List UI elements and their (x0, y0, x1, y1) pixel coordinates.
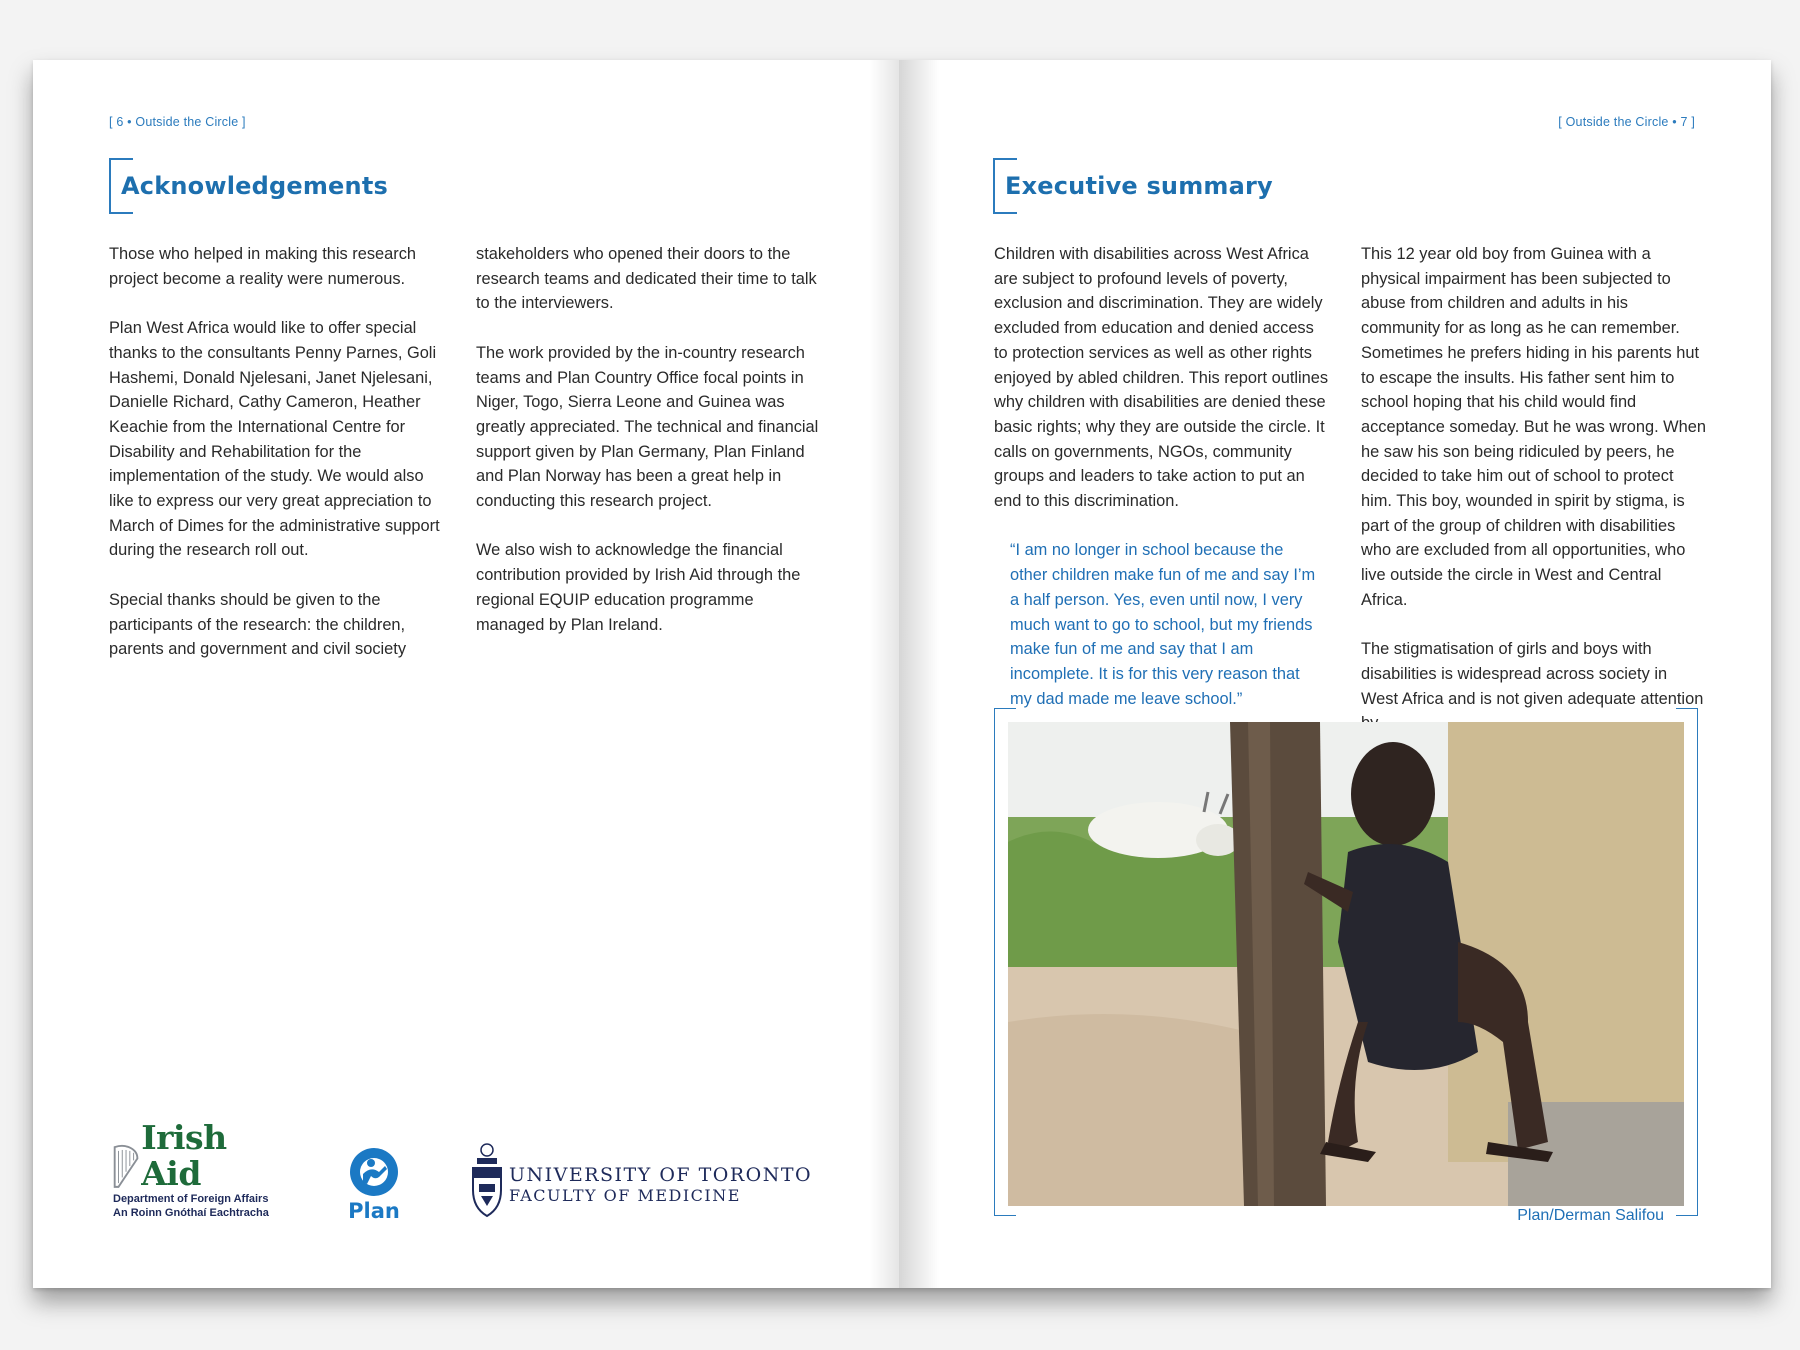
paragraph: This 12 year old boy from Guinea with a physical impairment has been subjected to abuse from children and adults in his community for as long as he can remember. Sometimes he prefers hiding in his parents hut to escape the insults. His father sent him to school hoping that his child would find acceptance someday. But he was wrong. When he saw his son being ridiculed by peers, he decided to take him out of school to protect him. This boy, wounded in spirit by stigma, is part of the group of children with disabilities who are excluded from all opportunities, who live outside the circle in West and Central Africa. (1361, 245, 1706, 609)
running-head-right: [ Outside the Circle • 7 ] (1558, 115, 1695, 129)
irish-aid-subtitle: Department of Foreign Affairs (113, 1193, 269, 1205)
summary-column-2 (1361, 242, 1706, 761)
page-title: Executive summary (1005, 172, 1273, 200)
paragraph: We also wish to acknowledge the financial contribution provided by Irish Aid through the regional EQUIP education programme managed by Plan Ireland. (476, 541, 801, 634)
gutter-shadow (869, 60, 899, 1288)
left-page (33, 60, 899, 1288)
photo-frame (994, 708, 1698, 1224)
toronto-faculty-name: FACULTY OF MEDICINE (509, 1186, 741, 1205)
acknowledgements-title-box (109, 158, 388, 214)
paragraph: stakeholders who opened their doors to the research teams and dedicated their time to talk to the interviewers. (476, 245, 817, 313)
paragraph: Special thanks should be given to the participants of the research: the children, parents and government and civil society (109, 590, 407, 659)
brochure-spread (33, 60, 1771, 1288)
photo-caption: Plan/Derman Salifou (1511, 1207, 1670, 1225)
plan-wordmark: Plan (348, 1199, 400, 1223)
toronto-university-name: UNIVERSITY OF TORONTO (509, 1164, 813, 1186)
university-of-toronto-logo (469, 1142, 829, 1222)
right-page (899, 60, 1771, 1288)
executive-summary-title-box (993, 158, 1273, 214)
paragraph: The stigmatisation of girls and boys with disabilities is widespread across society in West Africa and is not given adequate attention (1361, 640, 1704, 708)
paragraph: Children with disabilities across West Africa are subject to profound levels of poverty, exclusion and discrimination. They are widely excluded from education and denied access to protection services as well as other rights enjoyed by abled children. This report outlines why children with disabilities are denied these basic rights; why they are outside the circle. It calls on governments, NGOs, community groups and leaders to take action to put an end to this discrimination. (994, 245, 1329, 511)
running-head-left: [ 6 • Outside the Circle ] (109, 115, 246, 129)
crest-icon (469, 1142, 505, 1222)
plan-figure-icon (341, 1146, 407, 1198)
irish-aid-wordmark: Irish Aid (141, 1118, 227, 1193)
pull-quote: “I am no longer in school because the other children make fun of me and say I’m a half person. Yes, even until now, I very much want to go to school, but my friends make fun of me and say that I am incomplete. It is for this very reason that my dad made me leave school.” (1010, 541, 1316, 708)
plan-logo (339, 1146, 409, 1223)
photo-illustration (1008, 722, 1684, 1206)
acknowledgements-column-2 (476, 242, 821, 662)
summary-column-1 (994, 242, 1329, 736)
harp-icon (109, 1142, 141, 1192)
paragraph: The work provided by the in-country research teams and Plan Country Office focal points in Niger, Togo, Sierra Leone and Guinea was greatly appreciated. The technical and financial support given by Plan Germany, Plan Finland and Plan Norway has been a great help in conducting this research project. (476, 343, 819, 511)
paragraph: Those who helped in making this research project become a reality were numerous. (109, 245, 417, 288)
irish-aid-logo (109, 1118, 289, 1220)
page-title: Acknowledgements (121, 172, 388, 200)
gutter-shadow (899, 60, 939, 1288)
acknowledgements-column-1 (109, 242, 444, 687)
boy-photo (1008, 722, 1684, 1206)
paragraph: Plan West Africa would like to offer special thanks to the consultants Penny Parnes, Goli Hashemi, Donald Njelesani, Janet Njelesani, Danielle Richard, Cathy Cameron, Heather Keachie from the International Centre for Disability and Rehabilitation for the implementation of the study. We would also like to express our very great appreciation to March of Dimes for the administrative support during the research roll out. (109, 319, 440, 560)
sponsor-logos (109, 1118, 829, 1232)
irish-aid-subtitle-irish: An Roinn Gnóthaí Eachtracha (113, 1207, 269, 1219)
